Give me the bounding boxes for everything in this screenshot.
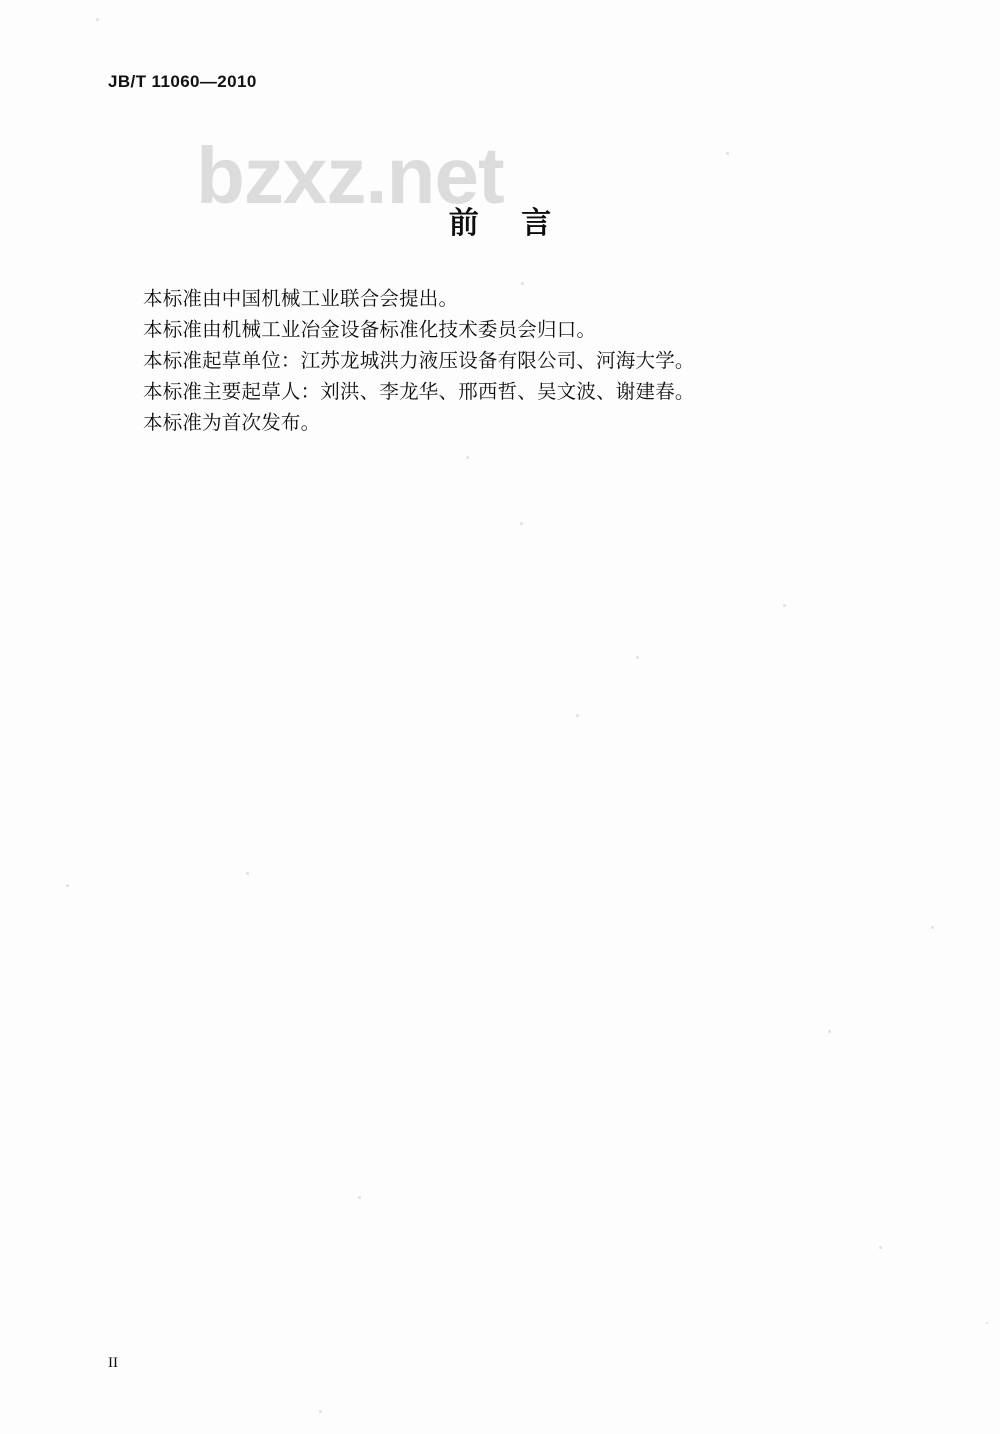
- foreword-line: 本标准为首次发布。: [143, 411, 321, 434]
- paper-speckle: [828, 1030, 831, 1033]
- paper-speckle: [520, 522, 523, 525]
- paper-speckle: [96, 18, 99, 21]
- paper-speckle: [636, 656, 639, 659]
- foreword-line: 本标准由中国机械工业联合会提出。: [143, 287, 459, 310]
- paper-speckle: [466, 456, 469, 459]
- standard-code-header: JB/T 11060—2010: [108, 72, 257, 91]
- foreword-body: [143, 283, 843, 438]
- paper-speckle: [576, 714, 579, 717]
- paper-speckle: [931, 926, 934, 929]
- paper-speckle: [783, 604, 786, 607]
- paper-speckle: [726, 152, 729, 155]
- foreword-line: 本标准主要起草人：刘洪、李龙华、邢西哲、吴文波、谢建春。: [143, 380, 695, 403]
- paper-speckle: [66, 884, 69, 887]
- watermark-text: bzxz.net: [196, 131, 504, 220]
- paper-speckle: [358, 1196, 361, 1199]
- paper-speckle: [986, 1322, 988, 1324]
- foreword-line: 本标准起草单位：江苏龙城洪力液压设备有限公司、河海大学。: [143, 349, 695, 372]
- paper-speckle: [246, 872, 249, 875]
- foreword-line: 本标准由机械工业冶金设备标准化技术委员会归口。: [143, 318, 597, 341]
- paper-speckle: [319, 1410, 322, 1413]
- paper-speckle: [879, 1246, 882, 1249]
- page-title: 前 言: [448, 206, 568, 241]
- page-number: II: [108, 1355, 118, 1371]
